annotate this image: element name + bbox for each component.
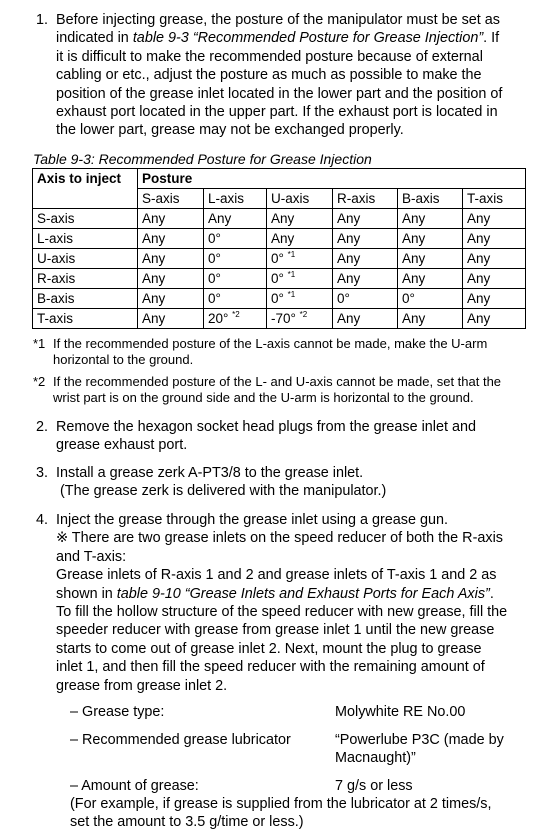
step-4-line: To fill the hollow structure of the speed reducer with new grease, fill the [56,604,508,620]
table-cell [398,289,463,309]
table-cell [267,309,333,329]
table-cell [463,249,526,269]
table-cell [463,269,526,289]
spec-value-line: Macnaught)” [335,750,416,767]
spec-note-line: set the amount to 3.5 g/time or less.) [70,814,304,831]
cell-value: Any [142,291,166,306]
footnote-reference: *1 [287,270,296,279]
cell-value: Any [467,311,491,326]
spec-value-line: “Powerlube P3C (made by [335,732,504,748]
cell-value: 0° [208,291,221,306]
cell-value: Any [142,231,166,246]
table-cell [333,209,398,229]
cell-value: Any [467,211,491,226]
step-3-line: (The grease zerk is delivered with the manipulator.) [60,483,387,500]
row-axis-label: L-axis [33,229,138,249]
step-1-text-fragment: indicated in [56,30,133,47]
table-cell [463,289,526,309]
spec-label: – Amount of grease: [70,778,199,794]
table-cell [204,229,267,249]
table-cell [138,309,204,329]
cell-value: 0° [337,291,350,306]
step-4-text-fragment: shown in [56,585,117,602]
table-cell [463,309,526,329]
footnote-reference: *1 [287,250,296,259]
row-axis-label: B-axis [33,289,138,309]
table-row [33,249,526,269]
step-4-line: starts to come out of grease inlet 2. Next, mount the plug to grease [56,640,482,657]
cell-value: Any [142,271,166,286]
footnote-1-text [53,336,533,368]
table-header-row [33,169,526,189]
step-3-line: Install a grease zerk A-PT3/8 to the grease inlet. [56,465,364,481]
table-cell [267,209,333,229]
footnote-line: wrist part is on the ground side and the U-arm is horizontal to the ground. [53,390,474,405]
cell-value: Any [271,211,295,226]
cell-value: Any [402,271,426,286]
table-cell [204,309,267,329]
table-cell [333,309,398,329]
footnote-reference: *2 [299,310,308,319]
table-cell [333,269,398,289]
cell-value: Any [142,211,166,226]
column-header: T-axis [463,189,526,209]
step-4-line [56,585,494,603]
spec-label: – Grease type: [70,704,165,720]
footnote-2-text [53,374,533,406]
step-1-line: cabling or etc., adjust the posture as much as possible to make the [56,67,482,84]
step-4-line: inlet 1, and then fill the speed reducer with the remaining amount of [56,659,485,676]
table-row [33,209,526,229]
row-axis-label: S-axis [33,209,138,229]
cell-value: Any [337,271,361,286]
table-cell [398,249,463,269]
footnote-1-mark: *1 [33,336,46,351]
table-row [33,289,526,309]
header-posture: Posture [138,169,526,189]
footnote-line: If the recommended posture of the L- and U-axis cannot be made, set that the [53,374,502,389]
cell-value: 0° [271,251,288,266]
table-cell [138,229,204,249]
cell-value: Any [271,231,295,246]
table-cell [267,269,333,289]
step-4-text-fragment: . [489,585,494,602]
table-9-3-reference[interactable]: table 9-3 “Recommended Posture for Grease Injection” [132,30,484,47]
step-2-line: Remove the hexagon socket head plugs from the grease inlet and [56,419,476,435]
table-caption: Table 9-3: Recommended Posture for Grease Injection [33,151,372,167]
cell-value: 0° [208,231,221,246]
table-cell [267,229,333,249]
table-cell [463,229,526,249]
cell-value: Any [467,231,491,246]
step-1-line: the lower part, grease may not be exchanged properly. [56,122,404,139]
row-axis-label: R-axis [33,269,138,289]
step-2-text [56,418,551,455]
step-1-line: it is difficult to make the recommended posture because of external [56,48,483,65]
step-4-number: 4. [36,512,49,528]
table-cell [204,289,267,309]
table-cell [204,209,267,229]
step-3-number: 3. [36,465,49,481]
table-cell [138,209,204,229]
table-cell [398,229,463,249]
step-1-number: 1. [36,12,49,28]
cell-value: Any [467,291,491,306]
table-cell [398,209,463,229]
footnote-line: horizontal to the ground. [53,352,194,367]
table-cell [333,249,398,269]
cell-value: Any [402,211,426,226]
cell-value: Any [337,211,361,226]
step-2-number: 2. [36,419,49,435]
footnote-reference: *2 [232,310,240,319]
step-4-line: Grease inlets of R-axis 1 and 2 and grease inlets of T-axis 1 and 2 as [56,567,497,584]
step-1-line: exhaust port located in the upper part. If the exhaust port is located in [56,104,498,120]
cell-value: 0° [271,291,288,306]
table-cell [138,289,204,309]
table-cell [204,269,267,289]
cell-value: Any [337,311,361,326]
table-cell [398,309,463,329]
step-4-line: ※ There are two grease inlets on the speed reducer of both the R-axis [56,530,503,547]
cell-value: Any [337,231,361,246]
step-4-line: Inject the grease through the grease inlet using a grease gun. [56,512,449,528]
posture-table [32,168,526,329]
spec-value: Molywhite RE No.00 [335,704,466,720]
step-1-line: Before injecting grease, the posture of the manipulator must be set as [56,12,500,28]
cell-value: -70° [271,311,300,326]
spec-value [335,731,550,768]
cell-value: 0° [208,271,221,286]
table-cell [333,229,398,249]
table-row [33,269,526,289]
table-cell [463,209,526,229]
step-4-line: and T-axis: [56,548,127,565]
header-axis-to-inject: Axis to inject [33,169,138,209]
footnote-2-mark: *2 [33,374,46,389]
cell-value: Any [142,251,166,266]
step-4-line: speeder reducer with grease from grease inlet 1 until the new grease [56,622,495,639]
table-cell [204,249,267,269]
table-body [33,209,526,329]
spec-note-line: (For example, if grease is supplied from the lubricator at 2 times/s, [70,796,492,812]
spec-value: 7 g/s or less [335,778,413,794]
column-header: U-axis [267,189,333,209]
cell-value: Any [208,211,232,226]
step-1-line: position of the grease inlet located in the lower part and the position of [56,85,503,102]
table-row [33,229,526,249]
step-3-text [56,464,551,501]
cell-value: Any [467,271,491,286]
row-axis-label: T-axis [33,309,138,329]
table-cell [398,269,463,289]
cell-value: Any [402,251,426,266]
column-header: B-axis [398,189,463,209]
table-cell [333,289,398,309]
cell-value: 0° [402,291,415,306]
spec-label: – Recommended grease lubricator [70,732,291,748]
table-cell [267,249,333,269]
cell-value: Any [467,251,491,266]
table-cell [267,289,333,309]
step-4-line: grease from grease inlet 2. [56,677,228,694]
table-cell [138,269,204,289]
table-cell [138,249,204,269]
footnote-reference: *1 [287,290,296,299]
step-1-line [56,29,499,47]
column-header: L-axis [204,189,267,209]
cell-value: Any [337,251,361,266]
cell-value: 20° [208,311,233,326]
column-header: R-axis [333,189,398,209]
cell-value: 0° [208,251,221,266]
step-1-text-fragment: . If [483,30,500,47]
cell-value: 0° [271,271,288,286]
footnote-line: If the recommended posture of the L-axis cannot be made, make the U-arm [53,336,488,351]
cell-value: Any [402,231,426,246]
step-2-line: grease exhaust port. [56,437,188,454]
cell-value: Any [402,311,426,326]
table-9-10-reference[interactable]: table 9-10 “Grease Inlets and Exhaust Ports for Each Axis” [116,585,490,602]
column-header: S-axis [138,189,204,209]
table-row [33,309,526,329]
cell-value: Any [142,311,166,326]
row-axis-label: U-axis [33,249,138,269]
